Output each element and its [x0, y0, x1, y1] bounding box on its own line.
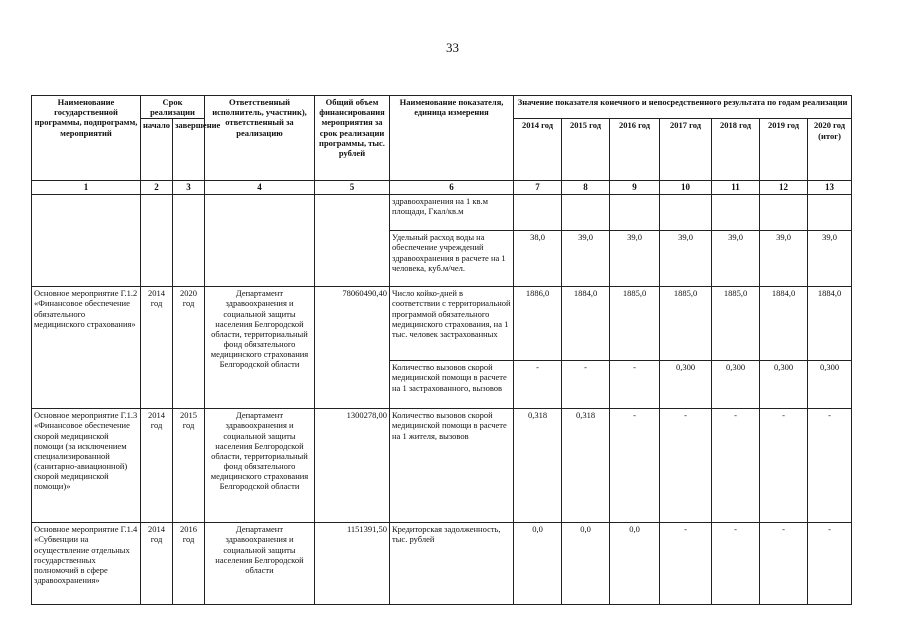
value-cell: -: [808, 409, 852, 523]
responsible-cell: Департамент здравоохранения и социальной защиты населения Белгородской области: [205, 523, 315, 605]
value-cell: 1884,0: [562, 287, 610, 361]
value-cell: 0,0: [514, 523, 562, 605]
header-year: 2017 год: [660, 119, 712, 181]
value-cell: -: [760, 523, 808, 605]
value-cell: -: [660, 523, 712, 605]
column-number: 4: [205, 181, 315, 195]
value-cell: 39,0: [808, 231, 852, 287]
value-cell: [660, 195, 712, 231]
header-values-title: Значение показателя конечного и непосредственного результата по годам реализации: [514, 96, 852, 119]
value-cell: 1886,0: [514, 287, 562, 361]
column-number: 10: [660, 181, 712, 195]
value-cell: -: [808, 523, 852, 605]
value-cell: [760, 195, 808, 231]
value-cell: 1885,0: [660, 287, 712, 361]
value-cell: [514, 195, 562, 231]
value-cell: 0,300: [760, 361, 808, 409]
cell-empty: [32, 195, 141, 287]
indicator-cell: здравоохранения на 1 кв.м площади, Гкал/кв.м: [390, 195, 514, 231]
program-name-cell: Основное мероприятие Г.1.4 «Субвенции на осуществление отдельных государственных полномочий в сфере здравоохранения»: [32, 523, 141, 605]
header-start: начало: [141, 119, 173, 181]
cell-empty: [315, 195, 390, 287]
indicator-cell: Кредиторская задолженность, тыс. рублей: [390, 523, 514, 605]
header-year: 2015 год: [562, 119, 610, 181]
end-year-cell: 2015 год: [173, 409, 205, 523]
value-cell: 0,300: [808, 361, 852, 409]
cell-empty: [141, 195, 173, 287]
value-cell: -: [610, 361, 660, 409]
header-name: Наименование государственной программы, подпрограмм, мероприятий: [32, 96, 141, 181]
funding-cell: 78060490,40: [315, 287, 390, 409]
value-cell: 0,318: [562, 409, 610, 523]
funding-cell: 1151391,50: [315, 523, 390, 605]
value-cell: 0,300: [660, 361, 712, 409]
value-cell: 1884,0: [808, 287, 852, 361]
column-number: 13: [808, 181, 852, 195]
cell-empty: [205, 195, 315, 287]
program-table: [31, 95, 852, 605]
program-name-cell: Основное мероприятие Г.1.2 «Финансовое обеспечение обязательного медицинского страхования»: [32, 287, 141, 409]
header-year: 2014 год: [514, 119, 562, 181]
value-cell: 0,0: [610, 523, 660, 605]
table-row: [32, 287, 852, 361]
funding-cell: 1300278,00: [315, 409, 390, 523]
value-cell: -: [660, 409, 712, 523]
start-year-cell: 2014 год: [141, 409, 173, 523]
header-year: 2016 год: [610, 119, 660, 181]
cell-empty: [173, 195, 205, 287]
header-year: 2019 год: [760, 119, 808, 181]
header-term: Срок реализации: [141, 96, 205, 119]
value-cell: 39,0: [660, 231, 712, 287]
indicator-cell: Удельный расход воды на обеспечение учреждений здравоохранения в расчете на 1 человека, куб.м/чел.: [390, 231, 514, 287]
header-responsible: Ответственный исполнитель, участник), ответственный за реализацию: [205, 96, 315, 181]
program-name-cell: Основное мероприятие Г.1.3 «Финансовое обеспечение скорой медицинской помощи (за исключением специализированной (санитарно-авиационной) скорой медицинской помощи)»: [32, 409, 141, 523]
header-row-1: [32, 96, 852, 119]
responsible-cell: Департамент здравоохранения и социальной защиты населения Белгородской области, территориальный фонд обязательного медицинского страхования Белгородской области: [205, 409, 315, 523]
column-number: 9: [610, 181, 660, 195]
value-cell: -: [760, 409, 808, 523]
value-cell: -: [712, 523, 760, 605]
value-cell: 1885,0: [610, 287, 660, 361]
value-cell: -: [562, 361, 610, 409]
value-cell: 39,0: [610, 231, 660, 287]
column-number: 11: [712, 181, 760, 195]
value-cell: 0,300: [712, 361, 760, 409]
value-cell: [562, 195, 610, 231]
value-cell: 38,0: [514, 231, 562, 287]
value-cell: [712, 195, 760, 231]
value-cell: 0,318: [514, 409, 562, 523]
header-year: 2020 год (итог): [808, 119, 852, 181]
end-year-cell: 2020 год: [173, 287, 205, 409]
column-number: 6: [390, 181, 514, 195]
header-year: 2018 год: [712, 119, 760, 181]
column-number: 1: [32, 181, 141, 195]
column-number: 3: [173, 181, 205, 195]
indicator-cell: Количество вызовов скорой медицинской помощи в расчете на 1 застрахованного, вызовов: [390, 361, 514, 409]
responsible-cell: Департамент здравоохранения и социальной защиты населения Белгородской области, территориальный фонд обязательного медицинского страхования Белгородской области: [205, 287, 315, 409]
column-number: 12: [760, 181, 808, 195]
table-row: [32, 195, 852, 231]
end-year-cell: 2016 год: [173, 523, 205, 605]
indicator-cell: Число койко-дней в соответствии с территориальной программой обязательного медицинского страхования, на 1 тыс. человек застрахованных: [390, 287, 514, 361]
value-cell: 1885,0: [712, 287, 760, 361]
value-cell: 39,0: [712, 231, 760, 287]
indicator-cell: Количество вызовов скорой медицинской помощи в расчете на 1 жителя, вызовов: [390, 409, 514, 523]
table-row: [32, 409, 852, 523]
column-number-row: [32, 181, 852, 195]
column-number: 8: [562, 181, 610, 195]
value-cell: 39,0: [562, 231, 610, 287]
value-cell: -: [514, 361, 562, 409]
start-year-cell: 2014 год: [141, 287, 173, 409]
value-cell: 1884,0: [760, 287, 808, 361]
value-cell: -: [610, 409, 660, 523]
value-cell: [808, 195, 852, 231]
page-number: 33: [446, 40, 459, 55]
value-cell: [610, 195, 660, 231]
header-funding: Общий объем финансирования мероприятия за срок реализации программы, тыс. рублей: [315, 96, 390, 181]
value-cell: 0,0: [562, 523, 610, 605]
column-number: 5: [315, 181, 390, 195]
value-cell: -: [712, 409, 760, 523]
table-row: [32, 523, 852, 605]
start-year-cell: 2014 год: [141, 523, 173, 605]
header-indicator: Наименование показателя, единица измерения: [390, 96, 514, 181]
column-number: 7: [514, 181, 562, 195]
column-number: 2: [141, 181, 173, 195]
header-end: завершение: [173, 119, 205, 181]
value-cell: 39,0: [760, 231, 808, 287]
